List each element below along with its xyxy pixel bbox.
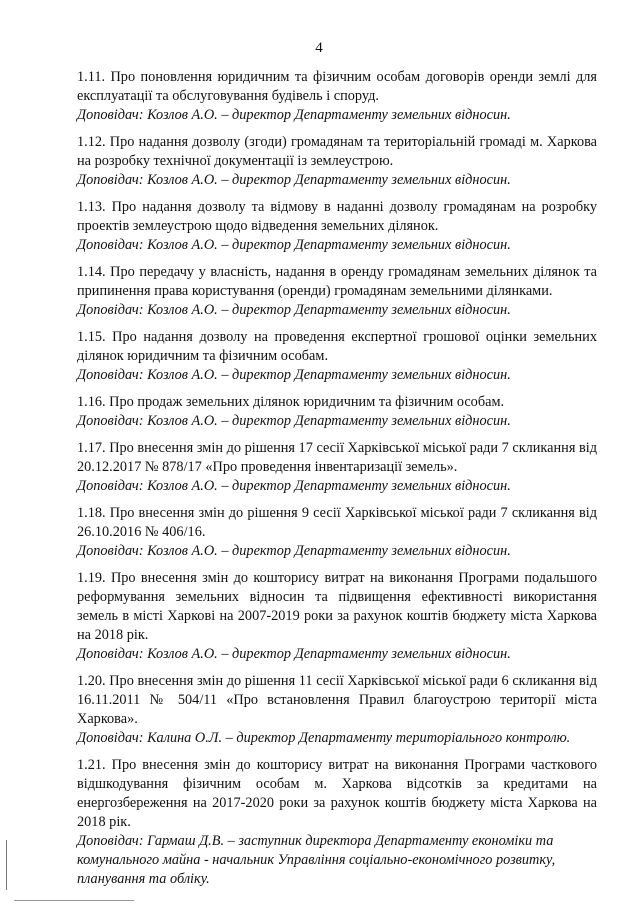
agenda-item-1-17 <box>77 439 597 496</box>
agenda-item-speaker: Доповідач: Козлов А.О. – директор Департаменту земельних відносин. <box>77 107 511 123</box>
agenda-item-text: 1.19. Про внесення змін до кошторису витрат на виконання Програми подальшого реформування земельних відносин та підвищення ефективності використання земель в місті Харкові на 2007-2019 роки за рахунок коштів бюджету міста Харкова на 2018 рік. <box>77 570 597 643</box>
page-number: 4 <box>315 40 323 56</box>
agenda-item-1-11 <box>77 68 597 125</box>
scan-edge-mark <box>14 900 134 901</box>
agenda-item-1-18 <box>77 504 597 561</box>
agenda-item-1-16 <box>77 393 597 431</box>
agenda-item-1-14 <box>77 263 597 320</box>
agenda-item-text: 1.20. Про внесення змін до рішення 11 сесії Харківської міської ради 6 скликання від 16.11.2011 № 504/11 «Про встановлення Правил благоустрою території міста Харкова». <box>77 673 597 727</box>
agenda-item-1-12 <box>77 133 597 190</box>
agenda-item-speaker: Доповідач: Козлов А.О. – директор Департаменту земельних відносин. <box>77 478 511 494</box>
agenda-item-text: 1.18. Про внесення змін до рішення 9 сесії Харківської міської ради 7 скликання від 26.10.2016 № 406/16. <box>77 505 597 540</box>
agenda-item-text: 1.14. Про передачу у власність, надання в оренду громадянам земельних ділянок та припинення права користування (оренди) громадянам земельними ділянками. <box>77 264 597 299</box>
agenda-item-1-20 <box>77 672 597 748</box>
agenda-item-text: 1.12. Про надання дозволу (згоди) громадянам та територіальній громаді м. Харкова на розробку технічної документації із землеустрою. <box>77 134 597 169</box>
agenda-item-1-21 <box>77 756 597 889</box>
agenda-item-text: 1.17. Про внесення змін до рішення 17 сесії Харківської міської ради 7 скликання від 20.12.2017 № 878/17 «Про проведення інвентаризації земель». <box>77 440 597 475</box>
agenda-item-text: 1.11. Про поновлення юридичним та фізичним особам договорів оренди землі для експлуатації та обслуговування будівель і споруд. <box>77 69 597 104</box>
agenda-item-speaker: Доповідач: Калина О.Л. – директор Департаменту територіального контролю. <box>77 730 571 746</box>
agenda-item-speaker: Доповідач: Козлов А.О. – директор Департаменту земельних відносин. <box>77 237 511 253</box>
agenda-item-speaker: Доповідач: Козлов А.О. – директор Департаменту земельних відносин. <box>77 646 511 662</box>
agenda-item-1-15 <box>77 328 597 385</box>
agenda-item-speaker: Доповідач: Козлов А.О. – директор Департаменту земельних відносин. <box>77 413 511 429</box>
agenda-list <box>77 68 597 897</box>
agenda-item-speaker: Доповідач: Козлов А.О. – директор Департаменту земельних відносин. <box>77 302 511 318</box>
agenda-item-text: 1.21. Про внесення змін до кошторису витрат на виконання Програми часткового відшкодування фізичним особам м. Харкова відсотків за кредитами на енергозбереження на 2017-2020 роки за рахунок коштів бюджету міста Харкова на 2018 рік. <box>77 757 597 830</box>
scan-edge-mark <box>6 840 7 890</box>
agenda-item-speaker: Доповідач: Козлов А.О. – директор Департаменту земельних відносин. <box>77 367 511 383</box>
agenda-item-1-19 <box>77 569 597 664</box>
agenda-item-text: 1.15. Про надання дозволу на проведення експертної грошової оцінки земельних ділянок юридичним та фізичним особам. <box>77 329 597 364</box>
agenda-item-text: 1.16. Про продаж земельних ділянок юридичним та фізичним особам. <box>77 394 505 410</box>
agenda-item-speaker: Доповідач: Козлов А.О. – директор Департаменту земельних відносин. <box>77 543 511 559</box>
agenda-item-1-13 <box>77 198 597 255</box>
agenda-item-text: 1.13. Про надання дозволу та відмову в наданні дозволу громадянам на розробку проектів землеустрою щодо відведення земельних ділянок. <box>77 199 597 234</box>
agenda-item-speaker: Доповідач: Козлов А.О. – директор Департаменту земельних відносин. <box>77 172 511 188</box>
agenda-item-speaker: Доповідач: Гармаш Д.В. – заступник директора Департаменту економіки та комунального майна - начальник Управління соціально-економічного розвитку, планування та обліку. <box>77 833 556 887</box>
